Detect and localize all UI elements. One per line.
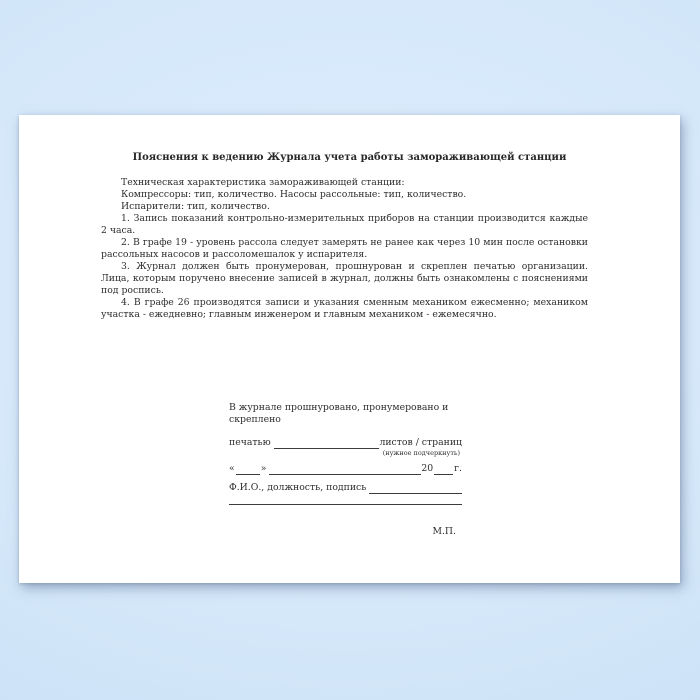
fio-label: Ф.И.О., должность, подпись <box>229 482 367 493</box>
paragraph-item-3: 3. Журнал должен быть пронумерован, прошнурован и скреплен печатью организации. Лица, которым поручено внесение записей в журнал, должны быть ознакомлены с пояснениями под роспись. <box>101 261 588 296</box>
signature-blank-line <box>229 504 462 505</box>
certification-statement: В журнале прошнуровано, пронумеровано и скреплено <box>229 402 449 425</box>
paragraph-tech-characteristic: Техническая характеристика замораживающей станции: <box>121 177 405 188</box>
month-blank-line <box>269 465 421 475</box>
paragraph-compressors: Компрессоры: тип, количество. Насосы рассольные: тип, количество. <box>121 189 467 200</box>
paragraph-item-2: 2. В графе 19 - уровень рассола следует замерять не ранее как через 10 мин после остановки рассольных насосов и рассоломешалок у испарителя. <box>101 237 588 260</box>
paragraph-evaporators: Испарители: тип, количество. <box>121 201 270 212</box>
fio-row <box>229 482 462 494</box>
year-suffix: г. <box>454 463 462 474</box>
paragraph-item-4: 4. В графе 26 производятся записи и указания сменным механиком ежесменно; механиком участка - ежедневно; главным инженером и главным механиком - ежемесячно. <box>101 297 588 320</box>
certification-block <box>229 402 462 538</box>
document-body <box>101 177 588 321</box>
seal-place-mark: М.П. <box>432 526 456 537</box>
seal-label: печатью <box>229 437 271 448</box>
seal-sheets-row <box>229 437 462 449</box>
fio-blank-line <box>369 484 462 494</box>
year-blank-line <box>434 465 453 475</box>
year-prefix: 20 <box>421 463 434 474</box>
paragraph-item-1: 1. Запись показаний контрольно-измерительных приборов на станции производится каждые 2 часа. <box>101 213 588 236</box>
document-title: Пояснения к ведению Журнала учета работы замораживающей станции <box>132 152 567 163</box>
date-row <box>229 463 462 475</box>
sheets-pages-label: листов / страниц <box>379 437 462 448</box>
underline-note: (нужное подчеркнуть) <box>382 449 460 457</box>
quote-close: » <box>260 463 267 474</box>
quote-open: « <box>229 463 235 474</box>
day-blank-line <box>236 465 260 475</box>
seal-blank-line <box>274 439 380 449</box>
document-page <box>19 115 680 583</box>
